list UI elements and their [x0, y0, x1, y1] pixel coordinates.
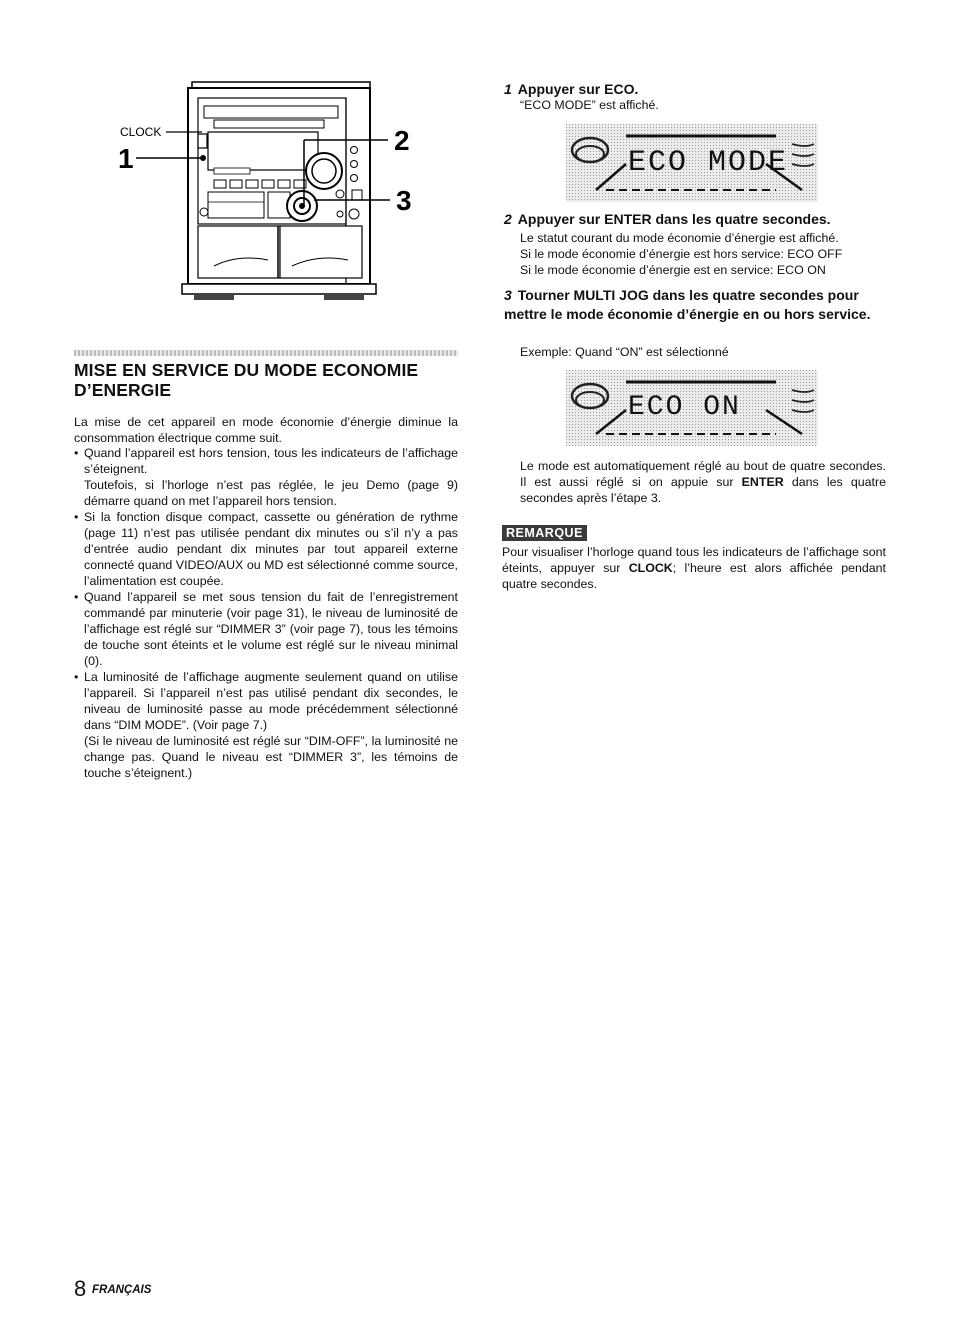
step-2-line: Le statut courant du mode économie d’énergie est affiché.: [520, 231, 839, 245]
stereo-system-illustration: [118, 78, 418, 310]
bullet-icon: •: [74, 590, 79, 604]
step-2-line: Si le mode économie d’énergie est en service: ECO ON: [520, 263, 826, 277]
bullet-extra: Toutefois, si l’horloge n’est pas réglée, le jeu Demo (page 9) démarre quand on met l’appareil hors tension.: [84, 478, 458, 508]
auto-note-pre: Le mode est automatiquement réglé au bout de quatre secondes. Il est aussi réglé si on appuie sur: [520, 459, 886, 489]
device-figure: [118, 78, 418, 310]
remarque-post: ; l’heure est alors affichée pendant quatre secondes.: [502, 561, 886, 591]
step-2-number: 2: [504, 211, 512, 227]
lcd-display-eco-on: [566, 370, 818, 446]
bullet-item: [74, 509, 458, 589]
step-1-number: 1: [504, 81, 512, 97]
bullet-extra: (Si le niveau de luminosité est réglé sur “DIM-OFF”, la luminosité ne change pas. Quand le niveau est “DIMMER 3”, les témoins de touche s’éteignent.): [84, 734, 458, 780]
bullet-item: [74, 445, 458, 509]
callout-2: 2: [394, 125, 410, 156]
auto-note-post: dans les quatre secondes après l’étape 3.: [520, 475, 886, 505]
page-language: FRANÇAIS: [92, 1284, 152, 1296]
step-1-title: Appuyer sur ECO.: [517, 81, 639, 97]
lcd-text-1: ECO MODE: [628, 146, 789, 180]
step-3-heading: [504, 286, 890, 324]
step-2-heading: [504, 210, 831, 229]
section-title: MISE EN SERVICE DU MODE ECONOMIE D’ENERGIE: [74, 360, 419, 400]
intro-text: La mise de cet appareil en mode économie d’énergie diminue la consommation électrique comme suit.: [74, 415, 458, 445]
remarque-key: CLOCK: [628, 561, 673, 575]
auto-note-key: ENTER: [741, 475, 784, 489]
bullet-text: Si la fonction disque compact, cassette ou génération de rythme (page 11) n’est pas utilisée pendant dix minutes ou s’il n’y a pas d’entrée audio pendant dix minutes par tout appareil externe connecté quand VIDEO/AUX ou MD est sélectionné comme source, l’alimentation est coupée.: [84, 510, 458, 588]
lcd-text-2: ECO ON: [628, 392, 741, 423]
bullet-item: [74, 589, 458, 669]
remarque-pre: Pour visualiser l’horloge quand tous les indicateurs de l’affichage sont éteints, appuyer sur: [502, 545, 886, 575]
bullet-icon: •: [74, 670, 79, 684]
remarque-badge: REMARQUE: [502, 525, 587, 541]
bullet-text: Quand l’appareil se met sous tension du fait de l’enregistrement commandé par minuterie (voir page 31), le niveau de luminosité de l’affichage est réglé sur “DIMMER 3” (voir page 7), tous les témoins de touche sont éteints et le volume est réglé sur le niveau minimal (0).: [84, 590, 458, 668]
callout-1: 1: [118, 143, 134, 174]
step-2-description: [520, 230, 890, 278]
section-rule: [74, 350, 458, 356]
step-3-note: Exemple: Quand “ON” est sélectionné: [520, 345, 729, 359]
step-2-title: Appuyer sur ENTER dans les quatre secondes.: [517, 211, 831, 227]
clock-label: CLOCK: [120, 125, 162, 139]
step-3-number: 3: [504, 287, 512, 303]
step-1-note: “ECO MODE” est affiché.: [520, 98, 659, 112]
bullet-icon: •: [74, 446, 79, 460]
bullet-list: [74, 445, 458, 781]
auto-setting-note: [520, 458, 886, 506]
callout-3: 3: [396, 185, 412, 216]
step-3-title: Tourner MULTI JOG dans les quatre secondes pour mettre le mode économie d’énergie en ou hors service.: [504, 287, 871, 322]
bullet-icon: •: [74, 510, 79, 524]
bullet-item: [74, 669, 458, 781]
lcd-display-eco-mode: [566, 124, 818, 202]
step-2-line: Si le mode économie d’énergie est hors service: ECO OFF: [520, 247, 843, 261]
bullet-text: Quand l’appareil est hors tension, tous les indicateurs de l’affichage s’éteignent.: [84, 446, 458, 476]
remarque-text: [502, 544, 886, 592]
bullet-text: La luminosité de l’affichage augmente seulement quand on utilise l’appareil. Si l’appareil n’est pas utilisé pendant dix secondes, le niveau de luminosité passe au mode précédemment sélectionné dans “DIM MODE”. (Voir page 7.): [84, 670, 458, 732]
page-number: 8: [74, 1276, 87, 1301]
